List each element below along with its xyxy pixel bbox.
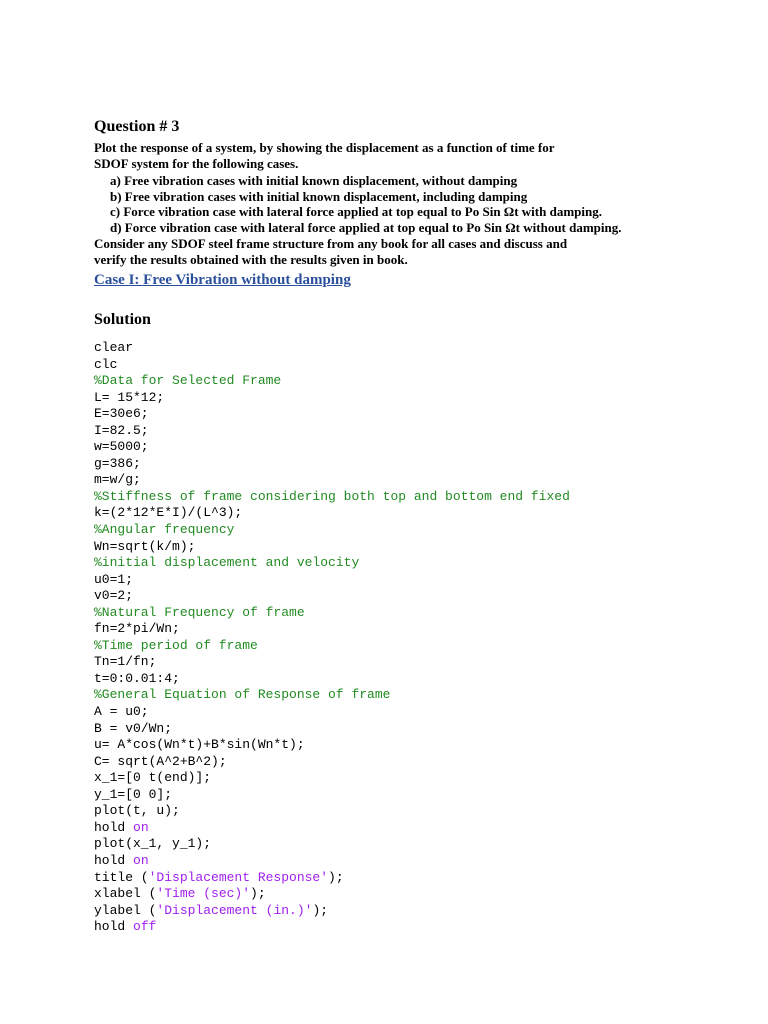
code-line: Wn=sqrt(k/m); [94,538,196,554]
code-line: w=5000; [94,439,149,455]
code-line: g=386; [94,455,141,471]
code-text: hold [94,819,134,835]
question-outro [94,236,567,268]
code-line: fn=2*pi/Wn; [94,621,180,637]
code-text: hold [94,852,134,868]
code-comment-line: %General Equation of Response of frame [94,687,391,703]
code-keyword: off [133,919,157,935]
code-comment-line: %Data for Selected Frame [94,373,282,389]
case-item-b: b) Free vibration cases with initial known displacement, including damping [110,188,528,204]
code-comment-line: %Time period of frame [94,637,258,653]
code-line: k=(2*12*E*I)/(L^3); [94,505,243,521]
case-item-a: a) Free vibration cases with initial known displacement, without damping [110,173,518,188]
code-line [94,853,570,870]
code-line: B = v0/Wn; [94,720,173,736]
code-line: m=w/g; [94,472,141,488]
code-keyword: on [133,852,149,868]
code-comment-line: %Natural Frequency of frame [94,604,305,620]
case-item-c: c) Force vibration case with lateral force applied at top equal to Po Sin Ωt with damping. [110,204,602,219]
code-line [94,820,570,837]
code-line [94,886,570,903]
code-string: 'Displacement (in.)' [156,902,313,918]
code-line: clear [94,340,134,355]
case-heading-link[interactable]: Case I: Free Vibration without damping [94,272,351,288]
intro-line: SDOF system for the following cases. [94,156,299,171]
code-string: 'Time (sec)' [156,886,251,902]
code-comment-line: %Angular frequency [94,522,235,538]
outro-line: verify the results obtained with the results given in book. [94,252,408,267]
code-line: E=30e6; [94,406,149,422]
code-text: ); [312,902,329,918]
code-line: clc [94,356,118,372]
code-string: 'Displacement Response' [148,869,329,885]
code-comment-line: %Stiffness of frame considering both top and bottom end fixed [94,488,570,504]
case-item-d: d) Force vibration case with lateral force applied at top equal to Po Sin Ωt without damping. [110,219,622,235]
case-list [110,173,622,235]
code-line: v0=2; [94,588,134,604]
code-comment-line: %initial displacement and velocity [94,555,360,571]
intro-line: Plot the response of a system, by showing the displacement as a function of time for [94,140,555,155]
code-line [94,903,570,920]
code-line: u0=1; [94,571,134,587]
question-intro [94,140,694,172]
code-text: ); [250,886,266,902]
code-line: C= sqrt(A^2+B^2); [94,753,227,769]
code-line [94,919,570,936]
code-line: plot(t, u); [94,803,180,819]
code-line: t=0:0.01:4; [94,670,180,686]
code-line: y_1=[0 0]; [94,786,173,802]
code-text: ylabel ( [94,902,157,918]
code-text: xlabel ( [94,886,157,902]
code-line: A = u0; [94,704,149,720]
code-text: hold [94,919,134,935]
code-line: x_1=[0 t(end)]; [94,770,212,786]
code-line: u= A*cos(Wn*t)+B*sin(Wn*t); [94,737,305,753]
question-title: Question # 3 [94,118,180,135]
outro-line: Consider any SDOF steel frame structure from any book for all cases and discuss and [94,236,568,251]
code-line [94,870,570,887]
code-block [94,340,570,936]
code-keyword: on [133,819,149,835]
code-line: I=82.5; [94,422,149,438]
code-line: Tn=1/fn; [94,654,157,670]
code-text: title ( [94,869,149,885]
code-text: ); [328,869,344,885]
code-line: plot(x_1, y_1); [94,836,212,852]
solution-heading: Solution [94,311,151,328]
code-line: L= 15*12; [94,389,165,405]
